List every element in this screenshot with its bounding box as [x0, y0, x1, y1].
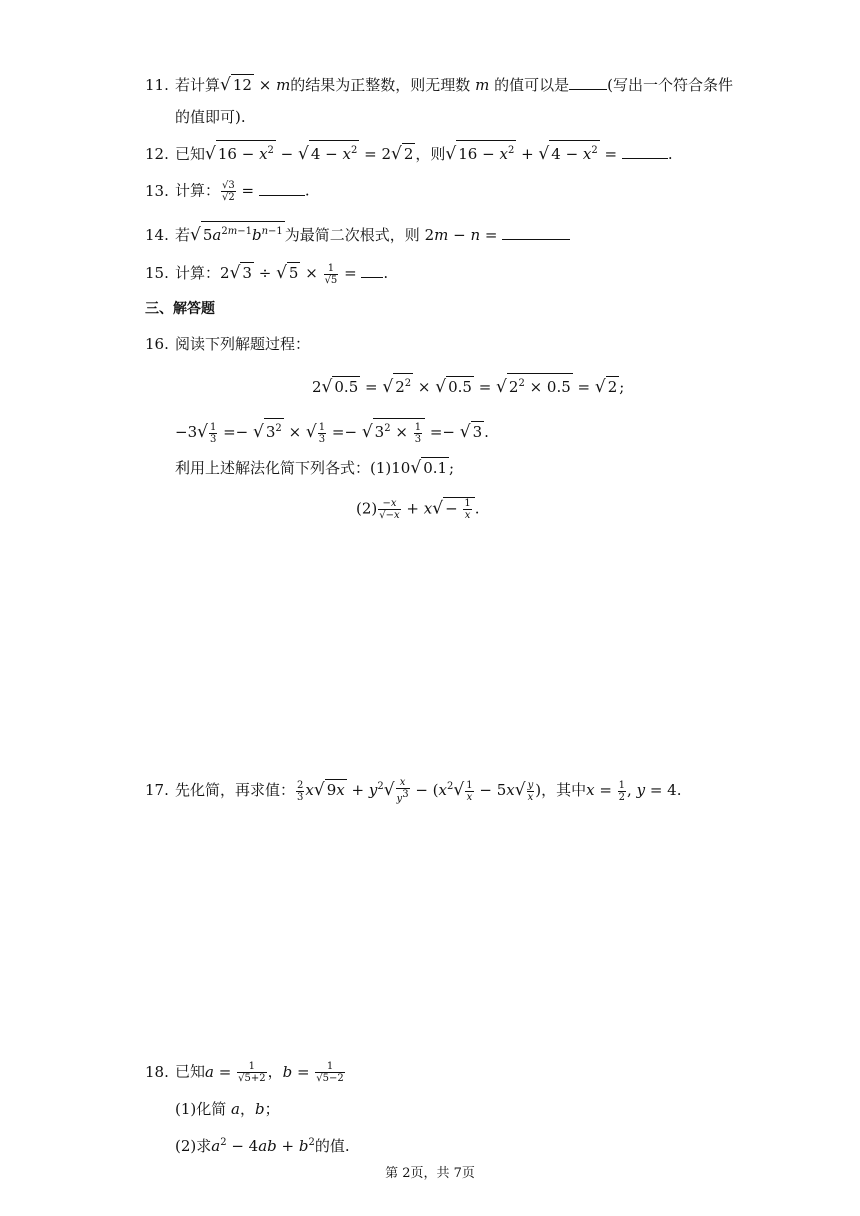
text: (写出一个符合条件 — [607, 76, 733, 94]
problem-11-line2: 的值即可). — [175, 108, 246, 126]
text: 利用上述解法化简下列各式：(1) — [175, 459, 392, 477]
problem-12: 12. 已知√ $16 - x^2$ − √ $4 - x^2 = 2√$ 2 ，则√ $16 - x^2$ + √ $4 - x^2$ = . — [145, 140, 673, 164]
answer-blank[interactable] — [622, 144, 668, 159]
problem-number: 11. — [145, 76, 169, 94]
answer-blank[interactable] — [569, 75, 607, 90]
problem-number: 14. — [145, 226, 169, 244]
problem-15: 15. 计算：2√ 3 ÷ √ 5 × $\frac{1}{√5}$ = . — [145, 262, 389, 286]
problem-18-part1: (1)化简 a，b； — [175, 1100, 280, 1118]
text: ，其中 — [541, 781, 587, 799]
problem-14: 14. 若√ $5a^{2m-1}b^{n-1}$ 为最简二次根式，则 2m − n = — [145, 221, 570, 245]
text: 的值. — [314, 1137, 350, 1155]
text: 已知 — [175, 145, 206, 163]
problem-number: 12. — [145, 145, 169, 163]
text: 若 — [175, 226, 191, 244]
text: 先化简，再求值： — [175, 781, 296, 799]
text: ，则 — [415, 145, 446, 163]
text: 阅读下列解题过程： — [175, 335, 311, 353]
example-2: −3√ $\frac{1}{3}$ =− √ $3^2$ × √ $\frac{1}{3}$ =− √ $3^2$ × $\frac{1}{3}$ =− √ 3 . — [175, 418, 489, 445]
text: 计算： — [175, 264, 221, 282]
problem-number: 18. — [145, 1062, 169, 1081]
page-footer: 第 2页，共 7页 — [385, 1166, 475, 1181]
text: 的值可以是 — [494, 76, 570, 94]
answer-blank[interactable] — [259, 181, 305, 196]
text: 计算： — [175, 181, 221, 200]
text: 已知 — [175, 1062, 206, 1081]
answer-blank[interactable] — [361, 263, 383, 278]
answer-blank[interactable] — [502, 225, 570, 240]
problem-number: 16. — [145, 335, 169, 353]
text: (1)化简 — [175, 1100, 227, 1118]
problem-18-part2: (2)求$a^2 - 4ab + b^2$的值. — [175, 1137, 350, 1155]
problem-number: 15. — [145, 264, 169, 282]
problem-11-line1: 11. 若计算√ 12 × m的结果为正整数，则无理数 m 的值可以是 (写出一个符合条件 — [145, 75, 733, 95]
section-header: 三、解答题 — [145, 301, 215, 317]
problem-13: 13. 计算： $\frac{√3}{√2}$ = . — [145, 180, 310, 203]
text: (2)求 — [175, 1137, 212, 1155]
problem-16-part2: (2) $\frac{-x}{√-x}$ + x√ − $\frac{1}{x}$ . — [356, 498, 480, 521]
example-1: 2√ 0.5 = √ $2^2$ × √ 0.5 = √ $2^2 \times 0.5$ = √ 2 ; — [312, 373, 624, 397]
problem-17: 17. 先化简，再求值： $\frac{2}{3}$ x√ $9x + y^2√$ $\frac{x}{y^3}$ − ($x^2√$ $\frac{1}{x}$ − 5x√ $\frac{y}{x}$ )，其中x = $\frac{1}{2}$ , y = 4. — [145, 777, 682, 805]
problem-18: 18. 已知a = $\frac{1}{√5+2}$ ，b = $\frac{1}{√5-2}$ — [145, 1061, 344, 1084]
text: 若计算 — [175, 76, 221, 94]
problem-16-task: 利用上述解法化简下列各式：(1)10√ 0.1 ; — [175, 458, 455, 478]
text: 为最简二次根式，则 — [284, 226, 420, 244]
text: (2) — [356, 499, 378, 518]
problem-number: 13. — [145, 181, 169, 200]
problem-number: 17. — [145, 781, 169, 799]
text: 的结果为正整数，则无理数 — [290, 76, 471, 94]
problem-16-intro — [145, 334, 310, 354]
